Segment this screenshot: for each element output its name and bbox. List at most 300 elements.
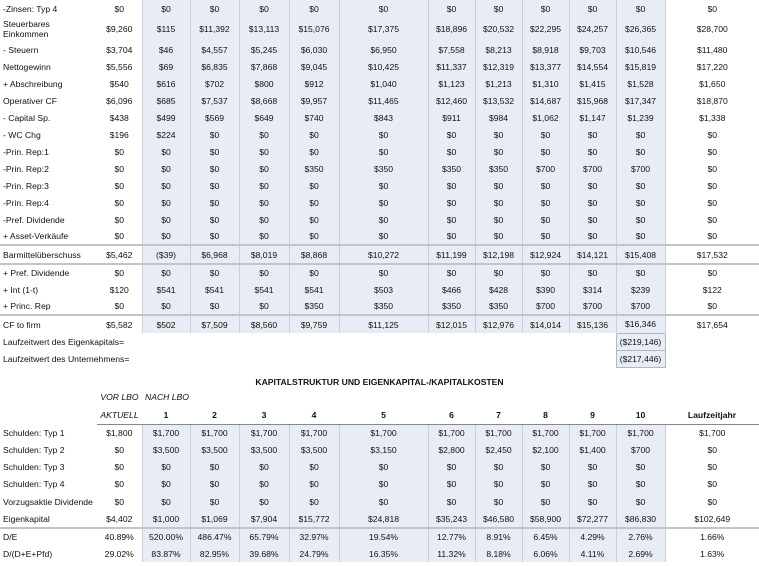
value-cell: $350 xyxy=(289,298,339,315)
value-cell: $7,558 xyxy=(428,41,475,58)
empty-cell xyxy=(190,388,239,406)
header-vor-lbo: VOR LBO xyxy=(100,392,139,402)
value-cell: $1,415 xyxy=(569,75,616,92)
empty-cell xyxy=(665,333,759,350)
cashflow-row xyxy=(0,41,759,58)
capital-structure-title: KAPITALSTRUKTUR UND EIGENKAPITAL-/KAPITALKOSTEN xyxy=(255,377,504,387)
value-cell: $0 xyxy=(665,143,759,160)
value-cell: $1,213 xyxy=(475,75,522,92)
cashflow-row xyxy=(0,92,759,109)
column-header: 9 xyxy=(569,406,616,424)
value-cell: $1,147 xyxy=(569,109,616,126)
value-cell: $0 xyxy=(616,211,665,228)
row-label: Schulden: Typ 2 xyxy=(3,444,65,455)
value-cell: $0 xyxy=(114,444,125,455)
value-cell: $11,125 xyxy=(339,315,428,333)
value-cell: $196 xyxy=(109,129,129,140)
value-cell: $0 xyxy=(339,177,428,194)
value-cell: $0 xyxy=(616,264,665,281)
value-cell: $0 xyxy=(569,458,616,475)
value-cell: $0 xyxy=(665,160,759,177)
value-cell: $13,113 xyxy=(239,17,289,41)
value-cell: $0 xyxy=(665,492,759,511)
column-header: 5 xyxy=(339,406,428,424)
value-cell: $12,460 xyxy=(428,92,475,109)
row-label: + Int (1-t) xyxy=(3,284,39,295)
value-cell: $843 xyxy=(339,109,428,126)
value-cell: $4,402 xyxy=(106,514,133,524)
value-cell: $0 xyxy=(616,228,665,245)
value-cell: $0 xyxy=(289,143,339,160)
value-cell: $0 xyxy=(428,492,475,511)
value-cell: $0 xyxy=(142,160,190,177)
value-cell: $0 xyxy=(616,143,665,160)
value-cell: $912 xyxy=(289,75,339,92)
value-cell: $102,649 xyxy=(665,511,759,528)
cashflow-row xyxy=(0,177,759,194)
value-cell: 19.54% xyxy=(339,528,428,545)
value-cell: $11,465 xyxy=(339,92,428,109)
cashflow-row xyxy=(0,160,759,177)
value-cell: $0 xyxy=(665,211,759,228)
value-cell: $0 xyxy=(114,231,125,241)
value-cell: $8,918 xyxy=(522,41,569,58)
value-cell: $9,759 xyxy=(289,315,339,333)
value-cell: $0 xyxy=(239,211,289,228)
value-cell: $12,198 xyxy=(475,245,522,264)
empty-cell xyxy=(239,388,289,406)
value-cell: $702 xyxy=(190,75,239,92)
row-label: - WC Chg xyxy=(3,129,41,140)
value-cell: $1,700 xyxy=(569,424,616,441)
value-cell: $0 xyxy=(339,143,428,160)
column-header: 6 xyxy=(428,406,475,424)
capital-row xyxy=(0,492,759,511)
value-cell: $0 xyxy=(190,177,239,194)
value-cell: $0 xyxy=(522,458,569,475)
empty-cell xyxy=(569,388,616,406)
column-header: Laufzeitjahr xyxy=(665,406,759,424)
value-cell: $1,040 xyxy=(339,75,428,92)
header-nach-lbo: NACH LBO xyxy=(145,392,189,402)
value-cell: $6,968 xyxy=(190,245,239,264)
value-cell: $3,500 xyxy=(190,441,239,458)
value-cell: $0 xyxy=(190,211,239,228)
value-cell: $17,220 xyxy=(665,58,759,75)
value-cell: $69 xyxy=(142,58,190,75)
value-cell: $2,450 xyxy=(475,441,522,458)
value-cell: $0 xyxy=(428,211,475,228)
value-cell: $0 xyxy=(569,0,616,17)
value-cell: $8,868 xyxy=(289,245,339,264)
value-cell: 8.18% xyxy=(475,545,522,562)
value-cell: $911 xyxy=(428,109,475,126)
cashflow-row xyxy=(0,264,759,281)
column-header: 10 xyxy=(616,406,665,424)
value-cell: $0 xyxy=(665,0,759,17)
value-cell: $350 xyxy=(428,160,475,177)
cashflow-row xyxy=(0,245,759,264)
value-cell: $0 xyxy=(475,126,522,143)
terminal-label: Laufzeitwert des Eigenkapitals= xyxy=(3,336,125,347)
column-header: 7 xyxy=(475,406,522,424)
value-cell: $0 xyxy=(522,177,569,194)
value-cell: $0 xyxy=(665,264,759,281)
value-cell: $17,347 xyxy=(616,92,665,109)
value-cell: $0 xyxy=(114,301,125,311)
value-cell: $0 xyxy=(97,264,142,281)
value-cell: $0 xyxy=(522,194,569,211)
value-cell: $0 xyxy=(339,0,428,17)
value-cell: $0 xyxy=(142,458,190,475)
value-cell: $0 xyxy=(339,264,428,281)
value-cell: $0 xyxy=(239,458,289,475)
value-cell: $13,532 xyxy=(475,92,522,109)
value-cell: $0 xyxy=(475,458,522,475)
empty-cell xyxy=(522,388,569,406)
value-cell: $350 xyxy=(428,298,475,315)
value-cell: $0 xyxy=(289,228,339,245)
value-cell: $0 xyxy=(239,264,289,281)
value-cell: $0 xyxy=(665,126,759,143)
capital-structure-table xyxy=(0,388,759,562)
value-cell: $350 xyxy=(289,160,339,177)
value-cell: $0 xyxy=(339,228,428,245)
value-cell: $122 xyxy=(665,281,759,298)
value-cell: $0 xyxy=(339,211,428,228)
row-label: - Capital Sp. xyxy=(3,112,51,123)
value-cell: $466 xyxy=(428,281,475,298)
column-header: 1 xyxy=(142,406,190,424)
row-label: D/E xyxy=(0,528,97,545)
row-label: -Pref. Dividende xyxy=(3,214,65,225)
value-cell: $12,924 xyxy=(522,245,569,264)
row-label: + Abschreibung xyxy=(3,78,63,89)
value-cell: $0 xyxy=(289,126,339,143)
value-cell: $0 xyxy=(289,264,339,281)
value-cell: $541 xyxy=(190,281,239,298)
value-cell: $499 xyxy=(142,109,190,126)
value-cell: $9,957 xyxy=(289,92,339,109)
value-cell: $0 xyxy=(428,177,475,194)
value-cell: $9,260 xyxy=(106,24,133,34)
value-cell: $8,560 xyxy=(239,315,289,333)
cashflow-row xyxy=(0,211,759,228)
value-cell: $0 xyxy=(239,194,289,211)
value-cell: $700 xyxy=(522,160,569,177)
value-cell: $0 xyxy=(239,160,289,177)
value-cell: $0 xyxy=(239,298,289,315)
value-cell: $0 xyxy=(190,194,239,211)
value-cell: $0 xyxy=(190,160,239,177)
value-cell: $0 xyxy=(522,492,569,511)
value-cell: 6.06% xyxy=(522,545,569,562)
value-cell: $0 xyxy=(239,475,289,492)
value-cell: 11.32% xyxy=(428,545,475,562)
value-cell: $350 xyxy=(475,298,522,315)
value-cell: $1,062 xyxy=(522,109,569,126)
value-cell: $390 xyxy=(522,281,569,298)
value-cell: $0 xyxy=(339,126,428,143)
value-cell: $0 xyxy=(522,0,569,17)
value-cell: $28,700 xyxy=(665,17,759,41)
value-cell: 65.79% xyxy=(239,528,289,545)
value-cell: $700 xyxy=(616,298,665,315)
value-cell: $700 xyxy=(616,441,665,458)
value-cell: 29.02% xyxy=(104,548,134,559)
value-cell: $20,532 xyxy=(475,17,522,41)
value-cell: $0 xyxy=(616,126,665,143)
value-cell: $0 xyxy=(616,492,665,511)
value-cell: $11,337 xyxy=(428,58,475,75)
value-cell: $15,136 xyxy=(569,315,616,333)
value-cell: $1,700 xyxy=(616,424,665,441)
value-cell: $0 xyxy=(522,211,569,228)
value-cell: $0 xyxy=(665,458,759,475)
cashflow-row xyxy=(0,126,759,143)
value-cell: $350 xyxy=(339,298,428,315)
value-cell: $120 xyxy=(109,284,129,295)
value-cell: $428 xyxy=(475,281,522,298)
value-cell: $0 xyxy=(569,211,616,228)
row-label: Barmittelüberschuss xyxy=(0,245,97,264)
value-cell: $7,904 xyxy=(239,511,289,528)
value-cell: $1,700 xyxy=(522,424,569,441)
value-cell: $0 xyxy=(522,228,569,245)
value-cell: $12,319 xyxy=(475,58,522,75)
value-cell: $0 xyxy=(289,492,339,511)
value-cell: $0 xyxy=(569,264,616,281)
column-header: 2 xyxy=(190,406,239,424)
empty-cell xyxy=(665,350,759,367)
value-cell: $0 xyxy=(475,228,522,245)
value-cell: $314 xyxy=(569,281,616,298)
row-label: -Prin. Rep:1 xyxy=(3,146,49,157)
value-cell: $740 xyxy=(289,109,339,126)
value-cell: 16.35% xyxy=(339,545,428,562)
value-cell: 6.45% xyxy=(522,528,569,545)
value-cell: $438 xyxy=(109,112,129,123)
value-cell: $24,257 xyxy=(569,17,616,41)
value-cell: $0 xyxy=(142,211,190,228)
value-cell: $6,950 xyxy=(339,41,428,58)
value-cell: $0 xyxy=(289,475,339,492)
row-label: + Pref. Dividende xyxy=(0,264,97,281)
value-cell: $12,976 xyxy=(475,315,522,333)
value-cell: $1,700 xyxy=(239,424,289,441)
value-cell: $0 xyxy=(114,478,125,489)
row-label: Operativer CF xyxy=(3,95,57,106)
value-cell: $1,528 xyxy=(616,75,665,92)
value-cell: $502 xyxy=(142,315,190,333)
value-cell: $11,392 xyxy=(190,17,239,41)
value-cell: $649 xyxy=(239,109,289,126)
value-cell: $13,377 xyxy=(522,58,569,75)
value-cell: $0 xyxy=(142,264,190,281)
value-cell: $1,123 xyxy=(428,75,475,92)
value-cell: $5,462 xyxy=(97,245,142,264)
value-cell: $3,500 xyxy=(289,441,339,458)
value-cell: $0 xyxy=(522,143,569,160)
capital-row xyxy=(0,475,759,492)
value-cell: $6,030 xyxy=(289,41,339,58)
value-cell: $984 xyxy=(475,109,522,126)
value-cell: $15,076 xyxy=(289,17,339,41)
value-cell: $1,700 xyxy=(428,424,475,441)
value-cell: $0 xyxy=(239,143,289,160)
value-cell: $0 xyxy=(289,211,339,228)
value-cell: $239 xyxy=(616,281,665,298)
value-cell: $15,408 xyxy=(616,245,665,264)
value-cell: $0 xyxy=(289,458,339,475)
value-cell: $0 xyxy=(569,177,616,194)
capital-row xyxy=(0,458,759,475)
value-cell: $26,365 xyxy=(616,17,665,41)
value-cell: $0 xyxy=(239,0,289,17)
row-label: - Steuern xyxy=(3,44,39,55)
row-label: -Zinsen: Typ 4 xyxy=(3,3,58,14)
value-cell: $0 xyxy=(569,143,616,160)
value-cell: $15,968 xyxy=(569,92,616,109)
value-cell: $0 xyxy=(665,298,759,315)
value-cell: $46,580 xyxy=(475,511,522,528)
value-cell: 4.29% xyxy=(569,528,616,545)
value-cell: $0 xyxy=(569,126,616,143)
value-cell: $0 xyxy=(616,458,665,475)
value-cell: 24.79% xyxy=(289,545,339,562)
value-cell: $0 xyxy=(190,264,239,281)
value-cell: $22,295 xyxy=(522,17,569,41)
value-cell: $224 xyxy=(142,126,190,143)
value-cell: 486.47% xyxy=(190,528,239,545)
value-cell: $72,277 xyxy=(569,511,616,528)
header-row-top xyxy=(0,388,759,406)
value-cell: $350 xyxy=(339,160,428,177)
value-cell: $14,121 xyxy=(569,245,616,264)
value-cell: $0 xyxy=(475,475,522,492)
cashflow-row xyxy=(0,17,759,41)
empty-cell xyxy=(0,388,97,406)
value-cell: 83.87% xyxy=(142,545,190,562)
value-cell: $1,239 xyxy=(616,109,665,126)
row-label: Vorzugsaktie Dividende xyxy=(3,496,93,507)
value-cell: $8,213 xyxy=(475,41,522,58)
value-cell: 40.89% xyxy=(97,528,142,545)
value-cell: $15,772 xyxy=(289,511,339,528)
terminal-value: ($217,446) xyxy=(616,350,665,367)
value-cell: $0 xyxy=(239,126,289,143)
value-cell: $0 xyxy=(522,126,569,143)
row-label: CF to firm xyxy=(0,315,97,333)
capital-row xyxy=(0,545,759,562)
row-label: -Prin. Rep:4 xyxy=(3,197,49,208)
value-cell: $2,100 xyxy=(522,441,569,458)
value-cell: $0 xyxy=(522,264,569,281)
value-cell: $0 xyxy=(190,298,239,315)
value-cell: $0 xyxy=(289,0,339,17)
value-cell: ($39) xyxy=(142,245,190,264)
value-cell: $503 xyxy=(339,281,428,298)
cashflow-row xyxy=(0,0,759,17)
empty-cell xyxy=(475,388,522,406)
value-cell: $0 xyxy=(665,475,759,492)
empty-cell xyxy=(0,406,97,424)
column-header: AKTUELL xyxy=(97,406,142,424)
value-cell: 82.95% xyxy=(190,545,239,562)
value-cell: $9,045 xyxy=(289,58,339,75)
value-cell: $0 xyxy=(616,0,665,17)
value-cell: $3,150 xyxy=(339,441,428,458)
value-cell: $1,700 xyxy=(190,424,239,441)
value-cell: $1,650 xyxy=(665,75,759,92)
value-cell: $0 xyxy=(665,194,759,211)
value-cell: $9,703 xyxy=(569,41,616,58)
value-cell: $14,014 xyxy=(522,315,569,333)
value-cell: $0 xyxy=(475,177,522,194)
value-cell: $0 xyxy=(428,458,475,475)
value-cell: 8.91% xyxy=(475,528,522,545)
value-cell: $0 xyxy=(239,228,289,245)
value-cell: $0 xyxy=(190,126,239,143)
value-cell: $3,500 xyxy=(239,441,289,458)
value-cell: $0 xyxy=(114,461,125,472)
row-label: D/(D+E+Pfd) xyxy=(3,548,53,559)
value-cell: $0 xyxy=(142,492,190,511)
value-cell: $541 xyxy=(289,281,339,298)
value-cell: $700 xyxy=(616,160,665,177)
value-cell: $0 xyxy=(339,194,428,211)
value-cell: $86,830 xyxy=(616,511,665,528)
value-cell: $3,704 xyxy=(106,44,133,55)
value-cell: $700 xyxy=(569,160,616,177)
value-cell: $8,019 xyxy=(239,245,289,264)
value-cell: $0 xyxy=(114,146,125,157)
value-cell: $0 xyxy=(289,194,339,211)
value-cell: $541 xyxy=(239,281,289,298)
value-cell: $8,668 xyxy=(239,92,289,109)
value-cell: $0 xyxy=(339,492,428,511)
value-cell: $0 xyxy=(475,194,522,211)
value-cell: 4.11% xyxy=(569,545,616,562)
value-cell: $541 xyxy=(142,281,190,298)
capital-row xyxy=(0,441,759,458)
row-label: Schulden: Typ 3 xyxy=(3,461,65,472)
value-cell: $6,835 xyxy=(190,58,239,75)
value-cell: $0 xyxy=(142,0,190,17)
value-cell: $0 xyxy=(190,475,239,492)
empty-cell xyxy=(616,388,665,406)
value-cell: $4,557 xyxy=(190,41,239,58)
value-cell: $0 xyxy=(114,3,125,14)
value-cell: $0 xyxy=(428,126,475,143)
terminal-label: Laufzeitwert des Unternehmens= xyxy=(3,353,130,364)
value-cell: $5,245 xyxy=(239,41,289,58)
value-cell: $17,375 xyxy=(339,17,428,41)
value-cell: $18,870 xyxy=(665,92,759,109)
value-cell: $1,700 xyxy=(289,424,339,441)
value-cell: $0 xyxy=(142,143,190,160)
value-cell: $10,425 xyxy=(339,58,428,75)
row-label: Steuerbares Einkommen xyxy=(3,19,50,39)
value-cell: $0 xyxy=(114,496,125,507)
value-cell: 520.00% xyxy=(142,528,190,545)
row-label: -Prin. Rep:2 xyxy=(3,163,49,174)
value-cell: $0 xyxy=(114,197,125,208)
value-cell: $0 xyxy=(569,228,616,245)
row-label: + Asset-Verkäufe xyxy=(3,231,69,241)
value-cell: $1,700 xyxy=(475,424,522,441)
cashflow-row xyxy=(0,194,759,211)
